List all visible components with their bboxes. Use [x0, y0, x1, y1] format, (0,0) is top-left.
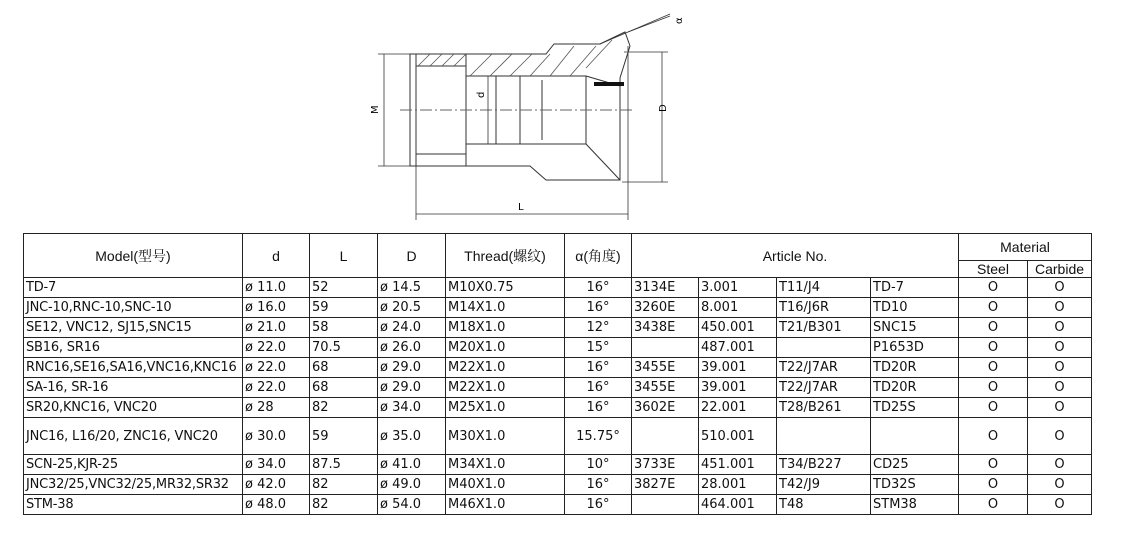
label-D: D	[658, 104, 669, 112]
table-row	[24, 298, 1092, 318]
cell-article-1: 3438E	[632, 318, 699, 338]
cell-L: 68	[310, 378, 378, 398]
cell-d: ø 42.0	[243, 475, 310, 495]
table-row	[24, 338, 1092, 358]
cell-model: SA-16, SR-16	[24, 378, 243, 398]
cell-carbide: O	[1028, 398, 1092, 418]
cell-d: ø 22.0	[243, 358, 310, 378]
cell-steel: O	[959, 455, 1028, 475]
cell-article-2: 39.001	[699, 358, 777, 378]
cell-L: 70.5	[310, 338, 378, 358]
cell-model: TD-7	[24, 278, 243, 298]
cell-d: ø 30.0	[243, 418, 310, 455]
cell-article-4: STM38	[871, 495, 959, 515]
cell-D: ø 14.5	[378, 278, 446, 298]
collet-spec-table	[23, 233, 1092, 515]
cell-D: ø 26.0	[378, 338, 446, 358]
header-model: Model(型号)	[24, 234, 243, 278]
cell-alpha: 12°	[565, 318, 632, 338]
cell-article-4: SNC15	[871, 318, 959, 338]
header-row	[24, 234, 1092, 261]
cell-steel: O	[959, 358, 1028, 378]
cell-carbide: O	[1028, 495, 1092, 515]
cell-L: 82	[310, 475, 378, 495]
cell-alpha: 16°	[565, 378, 632, 398]
cell-carbide: O	[1028, 318, 1092, 338]
cell-article-2: 450.001	[699, 318, 777, 338]
cell-steel: O	[959, 298, 1028, 318]
cell-article-4	[871, 418, 959, 455]
header-carbide: Carbide	[1028, 261, 1092, 278]
table-row	[24, 495, 1092, 515]
cell-D: ø 29.0	[378, 378, 446, 398]
cell-alpha: 16°	[565, 358, 632, 378]
cell-article-3: T48	[777, 495, 871, 515]
cell-D: ø 24.0	[378, 318, 446, 338]
cell-article-1: 3733E	[632, 455, 699, 475]
header-d: d	[243, 234, 310, 278]
cell-article-1	[632, 338, 699, 358]
cell-article-4: TD20R	[871, 378, 959, 398]
cell-carbide: O	[1028, 475, 1092, 495]
cell-thread: M46X1.0	[446, 495, 565, 515]
cell-D: ø 20.5	[378, 298, 446, 318]
cell-model: SE12, VNC12, SJ15,SNC15	[24, 318, 243, 338]
cell-article-2: 451.001	[699, 455, 777, 475]
header-thread: Thread(螺纹)	[446, 234, 565, 278]
cell-article-2: 39.001	[699, 378, 777, 398]
cell-steel: O	[959, 475, 1028, 495]
cell-steel: O	[959, 378, 1028, 398]
cell-steel: O	[959, 418, 1028, 455]
cell-article-2: 510.001	[699, 418, 777, 455]
cell-thread: M22X1.0	[446, 358, 565, 378]
cell-L: 58	[310, 318, 378, 338]
cell-article-3: T16/J6R	[777, 298, 871, 318]
cell-steel: O	[959, 495, 1028, 515]
cell-model: SR20,KNC16, VNC20	[24, 398, 243, 418]
cell-L: 59	[310, 418, 378, 455]
cell-steel: O	[959, 398, 1028, 418]
cell-article-2: 28.001	[699, 475, 777, 495]
cell-article-2: 464.001	[699, 495, 777, 515]
cell-L: 68	[310, 358, 378, 378]
cell-model: JNC-10,RNC-10,SNC-10	[24, 298, 243, 318]
table-row	[24, 475, 1092, 495]
cell-D: ø 54.0	[378, 495, 446, 515]
header-L: L	[310, 234, 378, 278]
cell-L: 87.5	[310, 455, 378, 475]
cell-D: ø 49.0	[378, 475, 446, 495]
cell-d: ø 48.0	[243, 495, 310, 515]
header-article: Article No.	[632, 234, 959, 278]
table-row	[24, 455, 1092, 475]
cell-L: 82	[310, 398, 378, 418]
cell-model: JNC32/25,VNC32/25,MR32,SR32	[24, 475, 243, 495]
cell-article-1: 3134E	[632, 278, 699, 298]
cell-article-4: TD10	[871, 298, 959, 318]
cell-article-3: T21/B301	[777, 318, 871, 338]
cell-alpha: 16°	[565, 475, 632, 495]
cell-d: ø 11.0	[243, 278, 310, 298]
cell-article-4: TD25S	[871, 398, 959, 418]
table-row	[24, 278, 1092, 298]
cell-D: ø 34.0	[378, 398, 446, 418]
cell-D: ø 35.0	[378, 418, 446, 455]
cell-article-1	[632, 495, 699, 515]
cell-model: SCN-25,KJR-25	[24, 455, 243, 475]
cell-alpha: 16°	[565, 398, 632, 418]
cell-model: JNC16, L16/20, ZNC16, VNC20	[24, 418, 243, 455]
cell-d: ø 21.0	[243, 318, 310, 338]
collet-technical-drawing	[360, 6, 700, 228]
cell-article-3: T42/J9	[777, 475, 871, 495]
cell-carbide: O	[1028, 298, 1092, 318]
header-material: Material	[959, 234, 1092, 261]
label-L: L	[518, 202, 524, 213]
cell-thread: M22X1.0	[446, 378, 565, 398]
cell-alpha: 16°	[565, 495, 632, 515]
cell-thread: M20X1.0	[446, 338, 565, 358]
table-row	[24, 398, 1092, 418]
header-steel: Steel	[959, 261, 1028, 278]
cell-article-1: 3455E	[632, 358, 699, 378]
table-row	[24, 378, 1092, 398]
cell-thread: M40X1.0	[446, 475, 565, 495]
header-D: D	[378, 234, 446, 278]
header-alpha: α(角度)	[565, 234, 632, 278]
cell-article-3	[777, 338, 871, 358]
cell-alpha: 15°	[565, 338, 632, 358]
label-d: d	[476, 91, 487, 98]
cell-D: ø 41.0	[378, 455, 446, 475]
cell-thread: M34X1.0	[446, 455, 565, 475]
cell-thread: M30X1.0	[446, 418, 565, 455]
cell-alpha: 16°	[565, 278, 632, 298]
slot-mark	[594, 82, 624, 86]
cell-steel: O	[959, 318, 1028, 338]
cell-L: 59	[310, 298, 378, 318]
cell-article-2: 22.001	[699, 398, 777, 418]
cell-d: ø 22.0	[243, 338, 310, 358]
cell-article-4: TD-7	[871, 278, 959, 298]
cell-L: 82	[310, 495, 378, 515]
cell-thread: M14X1.0	[446, 298, 565, 318]
cell-thread: M10X0.75	[446, 278, 565, 298]
cell-article-1: 3602E	[632, 398, 699, 418]
cell-d: ø 34.0	[243, 455, 310, 475]
cell-model: STM-38	[24, 495, 243, 515]
cell-article-3	[777, 418, 871, 455]
cell-article-4: P1653D	[871, 338, 959, 358]
cell-d: ø 22.0	[243, 378, 310, 398]
cell-carbide: O	[1028, 455, 1092, 475]
cell-d: ø 16.0	[243, 298, 310, 318]
cell-article-3: T28/B261	[777, 398, 871, 418]
cell-article-3: T11/J4	[777, 278, 871, 298]
cell-steel: O	[959, 338, 1028, 358]
cell-L: 52	[310, 278, 378, 298]
table-row	[24, 418, 1092, 455]
cell-carbide: O	[1028, 418, 1092, 455]
cell-D: ø 29.0	[378, 358, 446, 378]
cell-model: SB16, SR16	[24, 338, 243, 358]
cell-alpha: 15.75°	[565, 418, 632, 455]
cell-article-3: T34/B227	[777, 455, 871, 475]
cell-article-2: 487.001	[699, 338, 777, 358]
section-hatching	[418, 40, 612, 76]
table-row	[24, 358, 1092, 378]
cell-carbide: O	[1028, 358, 1092, 378]
cell-carbide: O	[1028, 338, 1092, 358]
cell-article-4: TD32S	[871, 475, 959, 495]
cell-alpha: 10°	[565, 455, 632, 475]
cell-carbide: O	[1028, 378, 1092, 398]
cell-thread: M18X1.0	[446, 318, 565, 338]
label-alpha: α	[674, 17, 685, 24]
cell-model: RNC16,SE16,SA16,VNC16,KNC16	[24, 358, 243, 378]
label-m: M	[370, 105, 381, 114]
cell-article-2: 8.001	[699, 298, 777, 318]
cell-article-1	[632, 418, 699, 455]
cell-d: ø 28	[243, 398, 310, 418]
table-row	[24, 318, 1092, 338]
cell-steel: O	[959, 278, 1028, 298]
cell-article-3: T22/J7AR	[777, 358, 871, 378]
cell-article-1: 3260E	[632, 298, 699, 318]
cell-carbide: O	[1028, 278, 1092, 298]
cell-article-1: 3455E	[632, 378, 699, 398]
cell-article-1: 3827E	[632, 475, 699, 495]
cell-alpha: 16°	[565, 298, 632, 318]
cell-article-4: CD25	[871, 455, 959, 475]
cell-thread: M25X1.0	[446, 398, 565, 418]
cell-article-3: T22/J7AR	[777, 378, 871, 398]
cell-article-2: 3.001	[699, 278, 777, 298]
cell-article-4: TD20R	[871, 358, 959, 378]
